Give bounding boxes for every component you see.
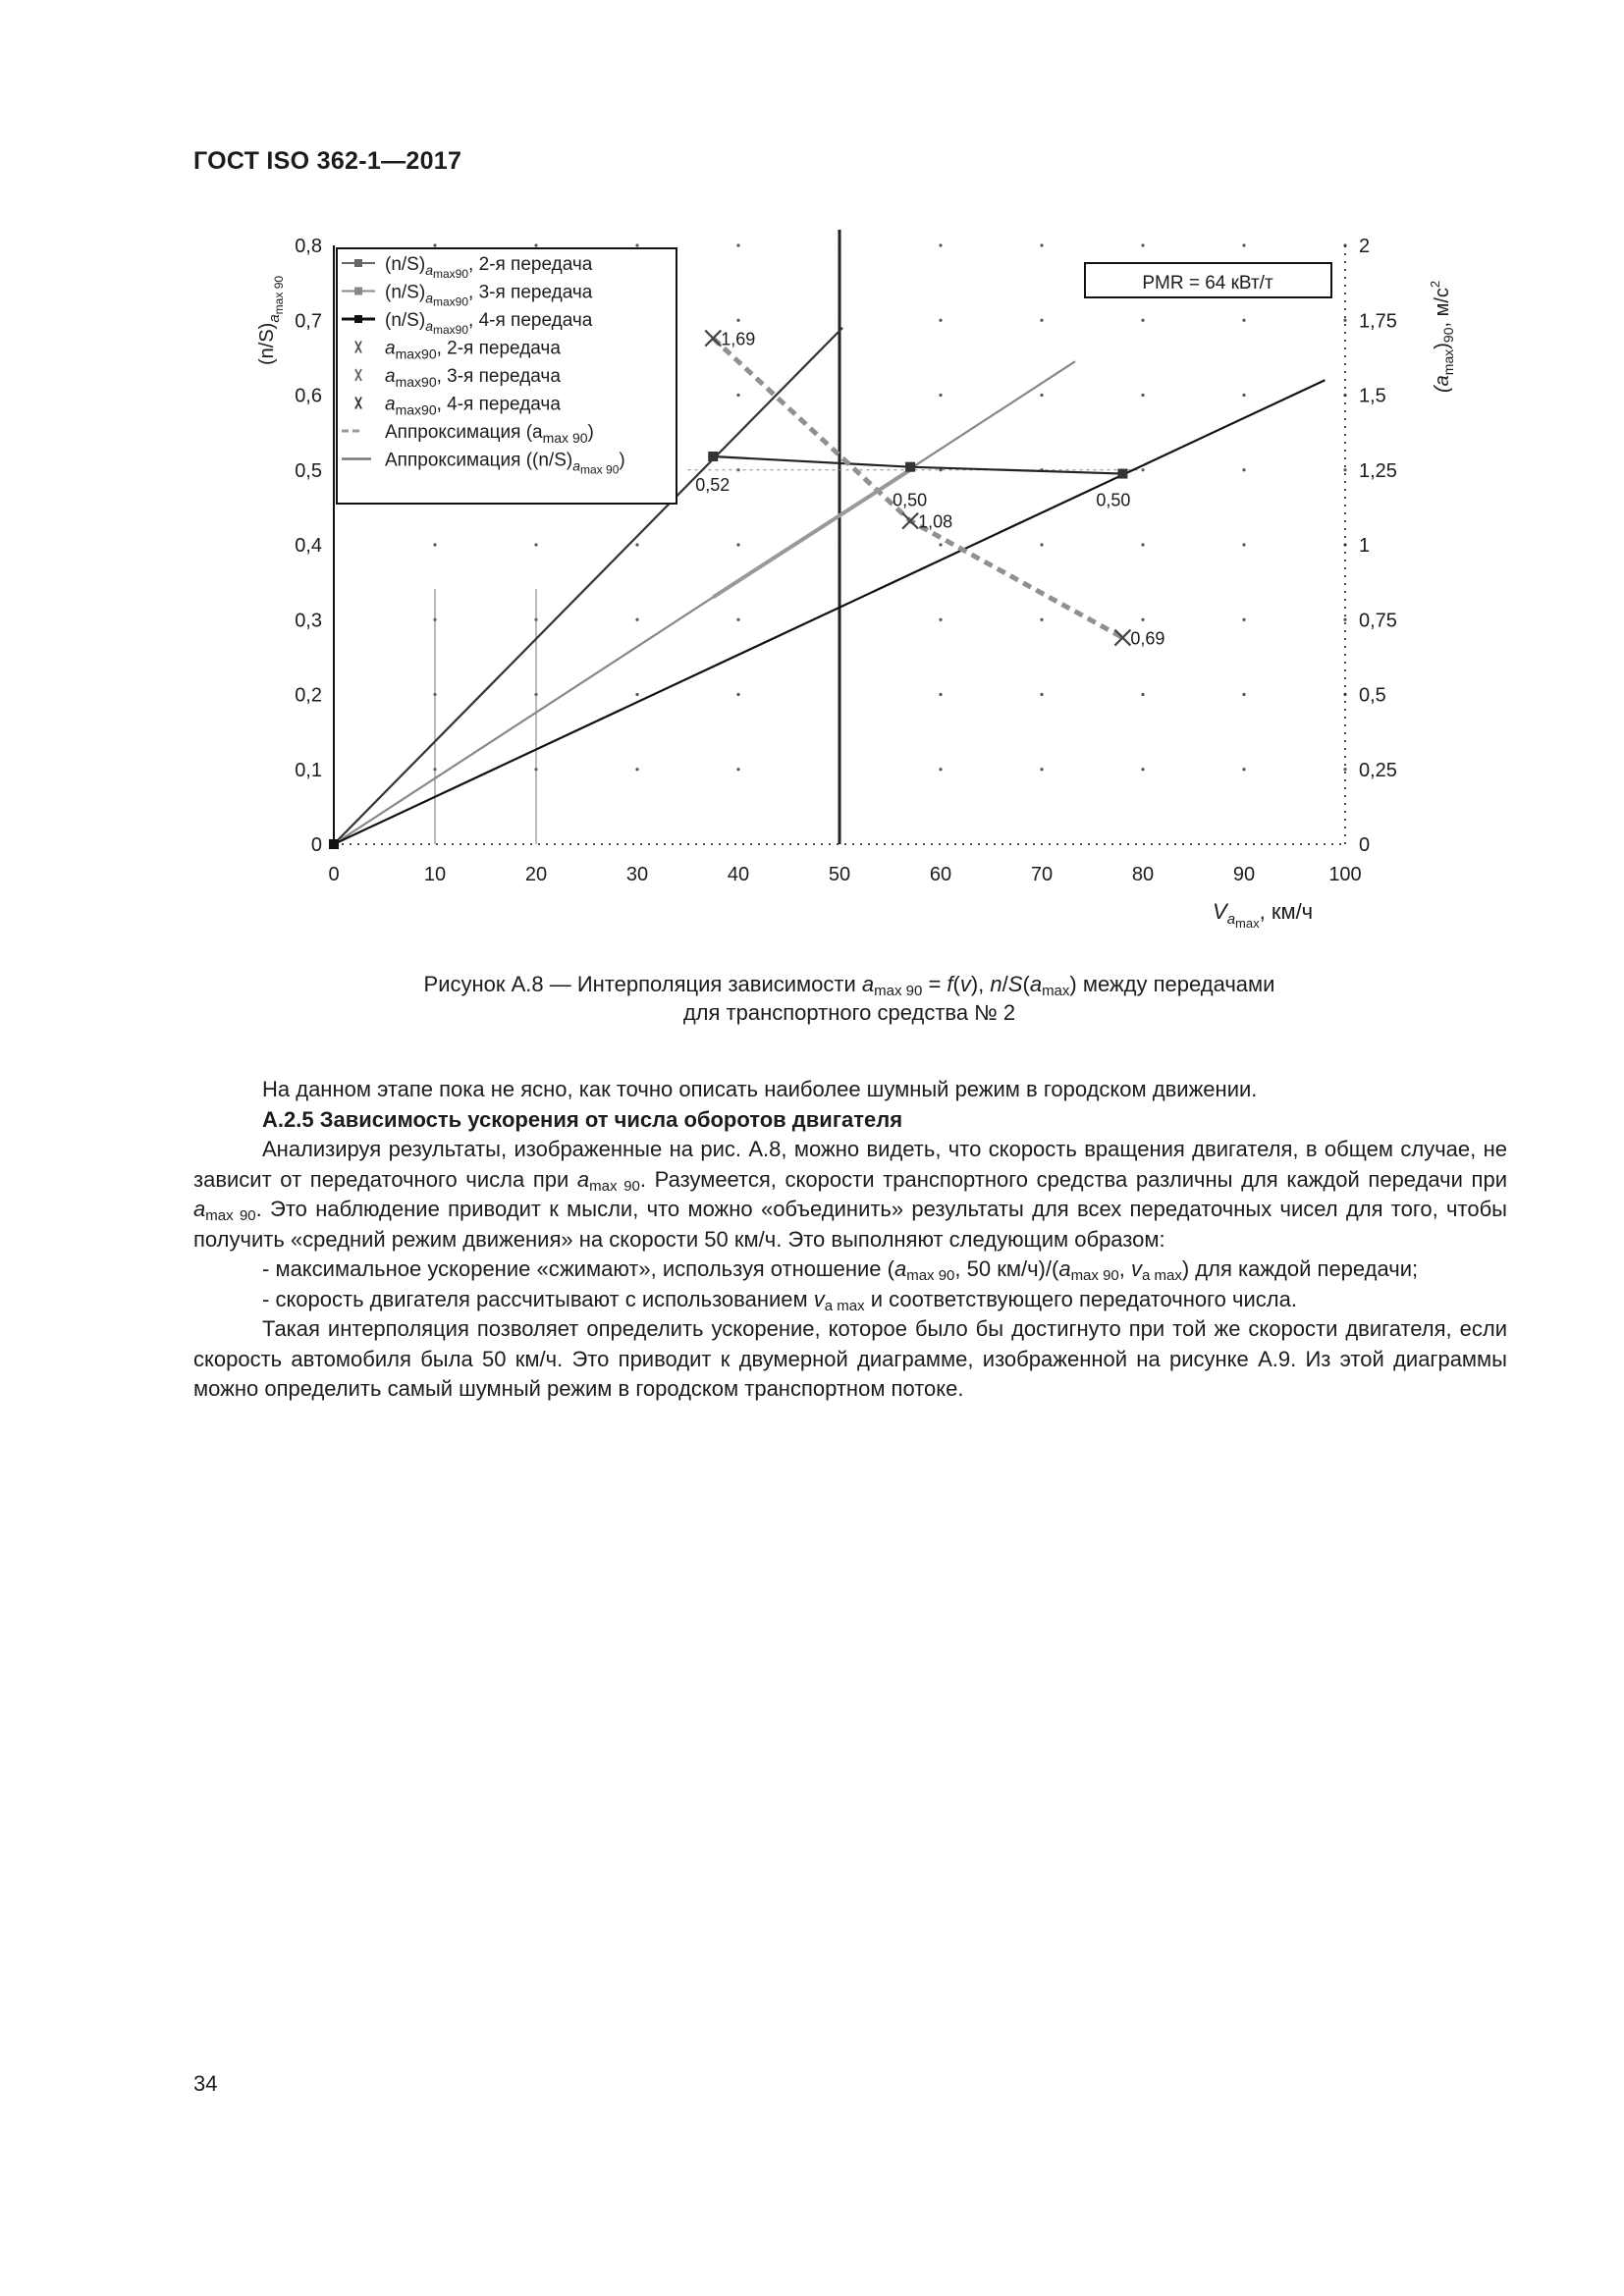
legend-label: $(n/S)_a\max 90$, 2-я передача	[385, 254, 593, 281]
series-3-overlay	[713, 470, 910, 598]
grid-dot	[1040, 543, 1043, 546]
legend-symbol-marker	[354, 259, 362, 267]
x-tick-label: 40	[727, 864, 750, 885]
legend-label: $a_{max90}$, 4-я передача	[385, 394, 561, 418]
svg-text:(n/S)amax 90	[256, 276, 286, 365]
y-left-tick-label: 0	[310, 834, 322, 856]
legend-label: $(n/S)_a\max 90$, 3-я передача	[385, 282, 593, 309]
grid-dot	[736, 243, 739, 246]
svg-text:(amax)90, м/с2	[1428, 281, 1456, 393]
x-tick-label: 0	[328, 864, 340, 885]
grid-dot	[1141, 543, 1144, 546]
x-axis-title-sub2: max	[1235, 916, 1260, 931]
grid-dot	[1343, 768, 1346, 771]
ns-data-label: 0,50	[1096, 490, 1131, 510]
x-axis-title-sub: a	[1226, 911, 1236, 928]
series-line-5	[713, 339, 1122, 638]
grid-dot	[1040, 618, 1043, 621]
y-right-tick-label: 0,75	[1359, 610, 1397, 632]
accel-data-label: 1,08	[918, 511, 953, 532]
y-right-title-tail: )	[1432, 343, 1453, 349]
grid-dot	[1141, 618, 1144, 621]
grid-dot	[1242, 243, 1245, 246]
y-right-title-sub: max	[1440, 348, 1456, 376]
grid-dot	[1141, 693, 1144, 696]
grid-dot	[1141, 243, 1144, 246]
x-tick-label: 50	[828, 864, 851, 885]
grid-dot	[433, 543, 436, 546]
legend-label: $a_{max90}$, 3-я передача	[385, 366, 561, 390]
accel-data-label: 1,69	[721, 329, 756, 349]
paragraph-2: Анализируя результаты, изображенные на рис. А.8, можно видеть, что скорость вращения двигателя, в общем случае, не зависит от передаточного числа при $a_{max 90}$. Разумеется, скорости транспортного средства различны для каждой передачи при $a_{max 90}$. Это наблюдение приводит к мысли, что можно «объединить» результаты для всех передаточных чисел для того, чтобы получить «средний режим движения» на скорости 50 км/ч. Это выполняют следующим образом:	[193, 1137, 1507, 1252]
legend-symbol-marker	[354, 288, 362, 295]
grid-dot	[635, 243, 638, 246]
grid-dot	[939, 693, 942, 696]
grid-dot	[635, 768, 638, 771]
grid-dot	[1141, 319, 1144, 322]
document-header: ГОСТ ISO 362-1—2017	[193, 147, 462, 175]
y-left-tick-label: 0,7	[295, 310, 322, 333]
accel-data-label: 0,69	[1130, 628, 1165, 649]
y-right-title-unit: , м/с	[1432, 288, 1453, 328]
y-right-tick-label: 1,25	[1359, 459, 1397, 482]
page-number: 34	[193, 2071, 218, 2096]
grid-dot	[1242, 543, 1245, 546]
bullet-2: - скорость двигателя рассчитывают с использованием $v_{a max}$ и соответствующего передаточного числа.	[262, 1286, 1297, 1314]
x-tick-label: 80	[1131, 864, 1155, 885]
grid-dot	[736, 618, 739, 621]
y-right-title	[1428, 281, 1456, 393]
ns-marker	[905, 462, 915, 472]
x-tick-label: 100	[1328, 864, 1362, 885]
grid-dot	[635, 618, 638, 621]
grid-dot	[534, 243, 537, 246]
y-right-tick-label: 1,75	[1359, 310, 1397, 333]
grid-dot	[1343, 319, 1346, 322]
grid-dot	[736, 543, 739, 546]
y-left-tick-label: 0,2	[295, 684, 322, 707]
grid-dot	[1242, 319, 1245, 322]
y-left-tick-label: 0,5	[295, 459, 322, 482]
y-left-tick-label: 0,4	[295, 535, 322, 557]
y-right-tick-label: 0,5	[1359, 684, 1386, 707]
grid-dot	[1242, 468, 1245, 471]
x-tick-label: 30	[625, 864, 649, 885]
grid-dot	[1141, 394, 1144, 397]
y-left-title	[256, 276, 286, 365]
y-right-tick-label: 2	[1359, 236, 1371, 257]
y-right-title-sup: 2	[1428, 280, 1442, 289]
x-axis-title	[1213, 899, 1313, 931]
ns-data-label: 0,50	[893, 490, 928, 510]
grid-dot	[939, 768, 942, 771]
x-axis-title-unit: , км/ч	[1259, 899, 1314, 924]
grid-dot	[939, 319, 942, 322]
y-right-tick-label: 1,5	[1359, 385, 1386, 407]
ns-data-label: 0,52	[695, 475, 731, 496]
grid-dot	[433, 243, 436, 246]
chart	[0, 0, 1624, 982]
x-tick-label: 10	[423, 864, 447, 885]
body-text	[193, 1075, 1507, 1405]
y-left-tick-label: 0,1	[295, 759, 322, 781]
y-right-tick-label: 0,25	[1359, 759, 1397, 781]
y-right-title-main: (a	[1432, 375, 1453, 393]
grid-dot	[736, 394, 739, 397]
grid-dot	[1040, 693, 1043, 696]
grid-dot	[1040, 243, 1043, 246]
x-tick-label: 20	[524, 864, 548, 885]
x-tick-label: 70	[1030, 864, 1054, 885]
grid-dot	[534, 543, 537, 546]
section-heading: А.2.5 Зависимость ускорения от числа оборотов двигателя	[262, 1106, 903, 1132]
y-left-tick-label: 0,6	[295, 385, 322, 407]
grid-dot	[939, 243, 942, 246]
grid-dot	[939, 618, 942, 621]
accel-marker	[1114, 630, 1130, 646]
grid-dot	[1242, 768, 1245, 771]
grid-dot	[736, 768, 739, 771]
ns-marker	[708, 452, 718, 461]
grid-dot	[1040, 768, 1043, 771]
legend-label: Аппроксимация ($(n/S)_a\max$ 90)	[385, 450, 625, 477]
bullet-1: - максимальное ускорение «сжимают», используя отношение ($a_{max 90}$, 50 $км/ч)/(a_{max 90}$, $v_{a max}$) для каждой передачи;	[262, 1256, 1419, 1284]
y-left-tick-label: 0,3	[295, 610, 322, 632]
grid-dot	[736, 319, 739, 322]
grid-dot	[1040, 394, 1043, 397]
grid-dot	[1242, 693, 1245, 696]
legend-label: $a_{max90}$, 2-я передача	[385, 338, 561, 362]
y-left-tick-label: 0,8	[295, 236, 322, 257]
y-right-tick-label: 1	[1359, 535, 1371, 557]
paragraph-1: На данном этапе пока не ясно, как точно описать наиболее шумный режим в городском движении.	[262, 1077, 1258, 1101]
grid-dot	[1040, 319, 1043, 322]
accel-marker	[902, 513, 918, 529]
y-left-title-sub2: max 90	[272, 275, 286, 315]
grid-dot	[1242, 394, 1245, 397]
grid-dot	[939, 394, 942, 397]
grid-dot	[1141, 768, 1144, 771]
figure-caption	[295, 970, 1404, 1027]
x-axis-title-main: V	[1213, 899, 1227, 924]
legend-label: Аппроксимация $(a_{max 90})$	[385, 422, 594, 446]
y-right-tick-label: 0	[1359, 834, 1371, 856]
y-left-title-sub: a	[266, 314, 283, 323]
accel-marker	[705, 331, 721, 347]
x-tick-label: 60	[929, 864, 952, 885]
grid-dot	[635, 543, 638, 546]
grid-dot	[1343, 468, 1346, 471]
legend-symbol-marker	[354, 315, 362, 323]
y-right-title-sub2: 90	[1440, 327, 1456, 344]
grid-dot	[939, 543, 942, 546]
x-tick-label: 90	[1232, 864, 1256, 885]
paragraph-3: Такая интерполяция позволяет определить ускорение, которое было бы достигнуто при той же скорости двигателя, если скорость автомобиля была 50 км/ч. Это приводит к двумерной диаграмме, изображенной на рисунке А.9. Из этой диаграммы можно определить самый шумный режим в городском транспортном потоке.	[193, 1316, 1507, 1401]
legend-label: $(n/S)_a\max 90$, 4-я передача	[385, 310, 593, 337]
caption-line-2: для транспортного средства № 2	[682, 1000, 1016, 1025]
grid-dot	[736, 693, 739, 696]
ns-marker	[1117, 469, 1127, 479]
caption-line-1: Рисунок А.8 — Интерполяция зависимости $a_{max 90} = f(v)$, $n/S(a_{max})$ между передачами	[423, 972, 1275, 999]
grid-dot	[1242, 618, 1245, 621]
y-left-title-main: (n/S)	[256, 322, 278, 365]
grid-dot	[635, 693, 638, 696]
grid-dot	[1343, 618, 1346, 621]
pmr-label: PMR = 64 кВт/т	[1142, 273, 1273, 294]
